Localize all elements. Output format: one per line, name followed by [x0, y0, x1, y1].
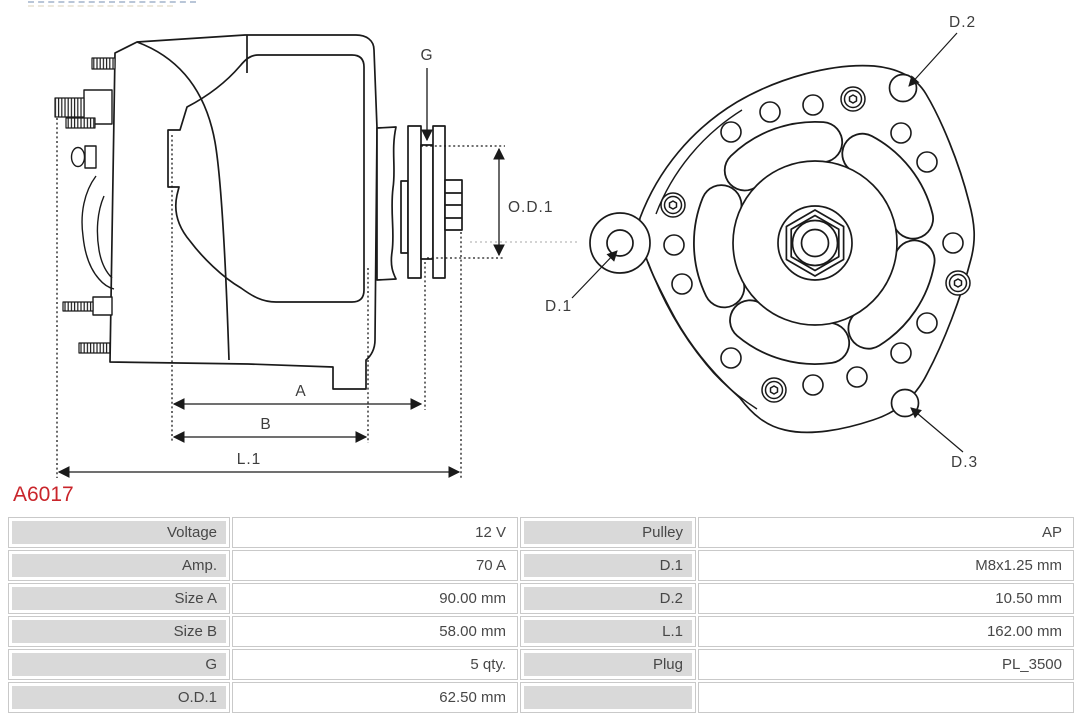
- spec-value-cell: AP: [698, 517, 1074, 548]
- label-d1: D.1: [545, 298, 573, 315]
- spec-value-cell: 12 V: [232, 517, 518, 548]
- label-od1: O.D.1: [508, 199, 554, 216]
- pulley: [401, 126, 462, 278]
- spec-value-cell: 10.50 mm: [698, 583, 1074, 614]
- terminal-tab: [93, 297, 112, 315]
- spec-label-cell: [520, 616, 696, 647]
- hole-d3: [892, 390, 919, 417]
- spec-label-text: Size A: [12, 587, 226, 610]
- spec-label-cell: [520, 649, 696, 680]
- label-d2: D.2: [949, 14, 977, 31]
- label-a: A: [295, 383, 307, 400]
- spec-value-cell: 90.00 mm: [232, 583, 518, 614]
- spec-label-cell: [8, 517, 230, 548]
- spec-value-cell: 162.00 mm: [698, 616, 1074, 647]
- spec-label-text: L.1: [524, 620, 692, 643]
- label-b: B: [260, 416, 272, 433]
- spec-label-text: G: [12, 653, 226, 676]
- spec-value-cell: 58.00 mm: [232, 616, 518, 647]
- spec-label-text: Size B: [12, 620, 226, 643]
- hole-d1: [607, 230, 633, 256]
- spec-label-text: D.2: [524, 587, 692, 610]
- spec-label-cell: [520, 583, 696, 614]
- screen-edge-artifact: [28, 5, 173, 7]
- hole-d2: [890, 75, 917, 102]
- part-number: A6017: [13, 483, 74, 506]
- spec-label-text: Voltage: [12, 521, 226, 544]
- shaft-nut: [733, 161, 897, 325]
- spec-label-cell: [520, 682, 696, 713]
- label-l1: L.1: [236, 451, 262, 468]
- spec-value-cell: [698, 682, 1074, 713]
- spec-label-text: O.D.1: [12, 686, 226, 709]
- spec-value-cell: 62.50 mm: [232, 682, 518, 713]
- fan-band: [377, 127, 396, 280]
- spec-table: [8, 517, 1074, 713]
- spec-label-cell: [520, 517, 696, 548]
- spec-value-cell: 5 qty.: [232, 649, 518, 680]
- spec-label-text: Plug: [524, 653, 692, 676]
- spec-label-cell: [520, 550, 696, 581]
- spec-label-text: Amp.: [12, 554, 226, 577]
- end-view: [590, 66, 974, 433]
- spec-label-cell: [8, 616, 230, 647]
- body-outline: [110, 35, 377, 389]
- label-d3: D.3: [951, 454, 979, 471]
- spec-label-cell: [8, 550, 230, 581]
- spec-label-cell: [8, 583, 230, 614]
- screen-edge-artifact: [28, 1, 196, 3]
- spec-label-text: Pulley: [524, 521, 692, 544]
- spec-label-text: D.1: [524, 554, 692, 577]
- spec-value-cell: 70 A: [232, 550, 518, 581]
- spec-label-cell: [8, 682, 230, 713]
- label-g: G: [420, 47, 434, 64]
- spec-value-cell: PL_3500: [698, 649, 1074, 680]
- spec-label-cell: [8, 649, 230, 680]
- spec-label-text: [524, 686, 692, 709]
- side-view: [55, 35, 462, 389]
- spec-value-cell: M8x1.25 mm: [698, 550, 1074, 581]
